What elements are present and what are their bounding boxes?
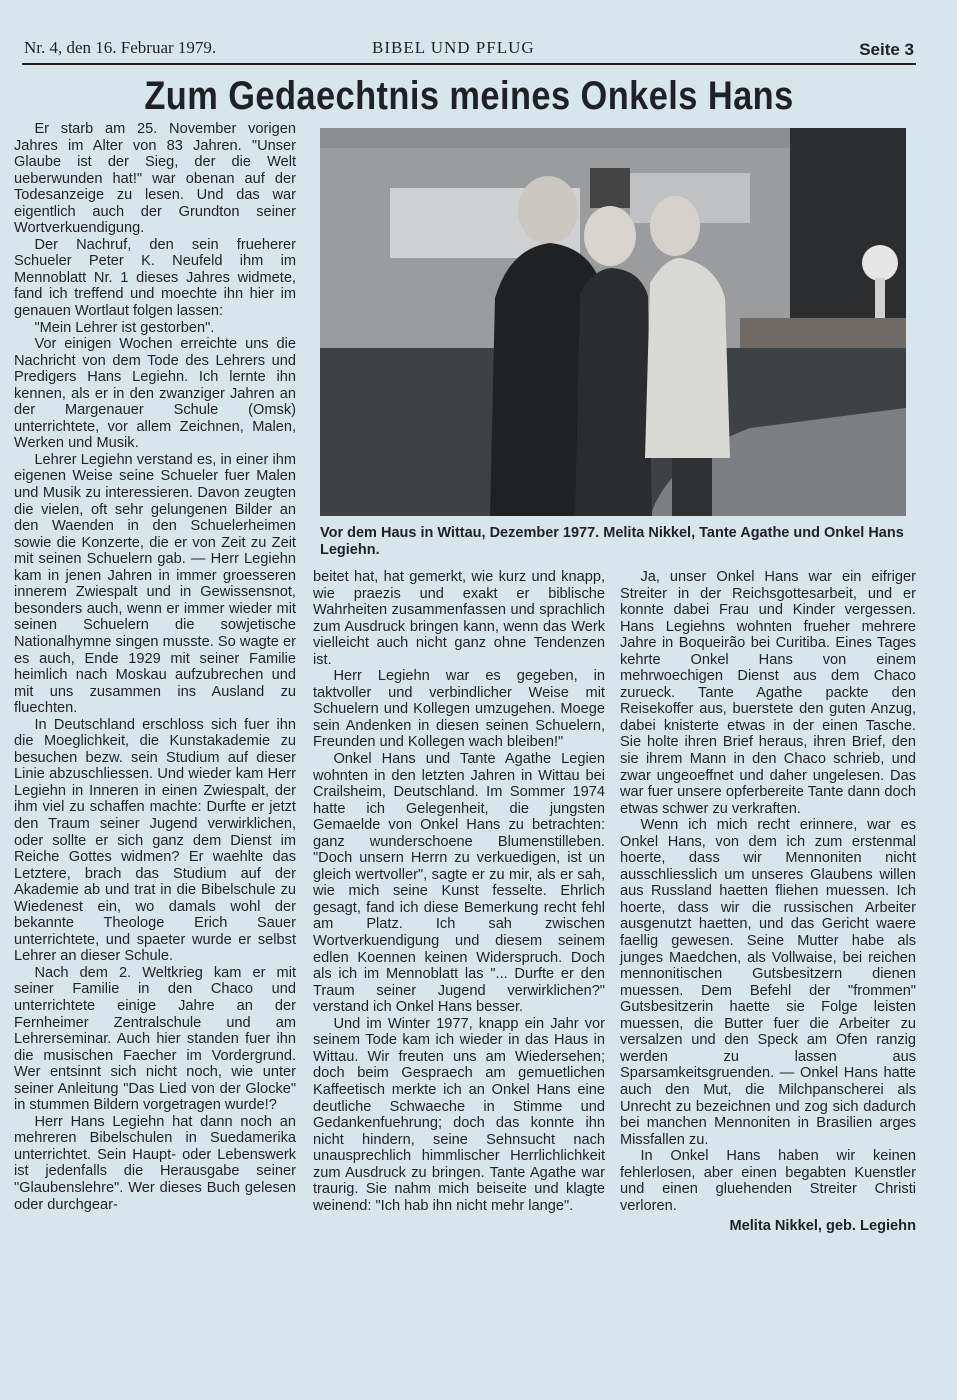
paragraph: Vor einigen Wochen erreichte uns die Nachricht von dem Tode des Lehrers und Predigers Hans Legiehn. Ich lernte ihn kennen, als er in den zwanziger Jahren an der Margenauer Schule (Omsk) unterrichtete, vor allem Zeichnen, Malen, Werken und Musik.: [14, 336, 296, 452]
publication-name: BIBEL UND PFLUG: [372, 38, 535, 57]
page-number: Seite 3: [859, 40, 914, 59]
paragraph: Wenn ich mich recht erinnere, war es Onkel Hans, von dem ich zum erstenmal hoerte, dass wir Mennoniten nicht ausschliesslich um unseres Glaubens willen aus Russland haetten fliehen muessen. Ich hoerte, dass wir die russischen Arbeiter ausgenutzt haetten, und das Gericht waere faellig gewesen. Seine Mutter habe als junges Maedchen, als Vollwaise, bei reichen mennonitischen Gutsbesitzern dienen muessen. Dem Befehl der "frommen" Gutsbesitzerin haette sie Folge leisten muessen, die Butter fuer die Arbeiter zu versalzen und den Speck am Ofen ranzig werden zu lassen aus Sparsamkeitsgruenden. — Onkel Hans hatte auch den Mut, die Milchpanscherei als Unrecht zu bezeichnen und zog sich dadurch bei manchen Mennoniten in Brasilien arges Missfallen zu.: [620, 817, 916, 1148]
article-column-1: [14, 121, 296, 1213]
article-column-3: [620, 569, 916, 1235]
article-column-2: [313, 569, 605, 1214]
header-rule: [22, 63, 916, 65]
paragraph: Herr Hans Legiehn hat dann noch an mehreren Bibelschulen in Suedamerika unterrichtet. Sein Haupt- oder Lebenswerk ist jedenfalls die Herausgabe seiner "Glaubenslehre". Wer dieses Buch gelesen oder durchgear-: [14, 1113, 296, 1213]
paragraph: Lehrer Legiehn verstand es, in einer ihm eigenen Weise seine Schueler fuer Malen und Musik zu interessieren. Davon zeugten die vielen, oft sehr gelungenen Bilder an den Waenden in den Schuelerheimen sowie die Konzerte, die er von Zeit zu Zeit mit seinen Schuelern gab. — Herr Legiehn kam in jenen Jahren in immer groesseren innerem Zwiespalt und in Gewissensnot, besonders auch, wenn er immer wieder mit seinen Schuelern die sowjetische Nationalhymne singen musste. So wagte er es auch, Ende 1929 mit seiner Familie heimlich nach Moskau aufzubrechen und mit uns zusammen ins Ausland zu fluechten.: [14, 451, 296, 717]
page-header: [22, 38, 914, 64]
paragraph: Herr Legiehn war es gegeben, in taktvoller und verbindlicher Weise mit Schuelern und Kollegen umzugehen. Moege sein Andenken in diesen seinen Schuelern, Freunden und Kollegen wach bleiben!": [313, 668, 605, 751]
article-title: Zum Gedaechtnis meines Onkels Hans: [144, 74, 794, 118]
paragraph: Onkel Hans und Tante Agathe Legien wohnten in den letzten Jahren in Wittau bei Crailsheim, Deutschland. Im Sommer 1974 hatte ich Gelegenheit, die jungsten Gemaelde von Onkel Hans zu betrachten: ganz wunderschoene Blumenstilleben. "Doch unsern Herrn zu verkuedigen, ist un gleich wertvoller", sagte er zu mir, als er sah, wie mich seine Kunst fesselte. Ehrlich gesagt, fand ich diese Bemerkung recht fehl am Platz. Ich sah zwischen Wortverkuendigung und diesem seinem edlen Koennen keinen Widerspruch. Doch als ich im Mennoblatt las "... Durfte er den Traum seiner Jugend verwirklichen?" verstand ich Onkel Hans besser.: [313, 751, 605, 1016]
article-photo: [320, 128, 906, 516]
paragraph: Und im Winter 1977, knapp ein Jahr vor seinem Tode kam ich wieder in das Haus in Wittau. Wir freuten uns am Wiedersehen; doch beim Gespraech am gemuetlichen Kaffeetisch merkte ich an Onkel Hans eine deutliche Schwaeche in Stimme und Gedankenfuehrung; doch das konnte ihn nicht hindern, seine Sehnsucht nach unausprechlich himmlischer Herrlichlichkeit zum Ausdruck zu bringen. Tante Agathe war traurig. Sie nahm mich beiseite und klagte weinend: "Ich hab ihn nicht mehr lange".: [313, 1015, 605, 1214]
paragraph: Ja, unser Onkel Hans war ein eifriger Streiter in der Reichsgottesarbeit, und er konnte dabei Frau und Kinder vergessen. Hans Legiehns wohnten frueher mehrere Jahre in Boqueirão bei Curitiba. Eines Tages kehrte Onkel Hans von einem mehrwoechigen Dienst aus dem Chaco zurueck. Tante Agathe packte den Reisekoffer aus, buerstete den guten Anzug, dabei knisterte etwas in der einen Tasche. Sie holte ihren Brief heraus, ihren Brief, den sie ihrem Mann in den Chaco schrieb, und zwar ungeoeffnet und daher ungelesen. Das war fuer unsere opferbereite Tante dann doch etwas schwer zu verkraften.: [620, 569, 916, 817]
paragraph: beitet hat, hat gemerkt, wie kurz und knapp, wie praezis und exakt er biblische Wahrheiten zusammenfassen und sprachlich zum Ausdruck bringen kann, wenn das Werk vielleicht auch nicht ganz ohne Tendenzen ist.: [313, 569, 605, 668]
paragraph: In Onkel Hans haben wir keinen fehlerlosen, aber einen begabten Kuenstler und einen gluehenden Streiter Christi verloren.: [620, 1148, 916, 1214]
paragraph: Der Nachruf, den sein frueherer Schueler Peter K. Neufeld ihm im Mennoblatt Nr. 1 dieses Jahres widmete, fand ich treffend und moechte ihn hier im genauen Wortlaut folgen lassen:: [14, 236, 296, 320]
paragraph: In Deutschland erschloss sich fuer ihn die Moeglichkeit, die Kunstakademie zu besuchen bezw. sein Studium auf dieser Linie abzuschliessen. Und wieder kam Herr Legiehn in Inneren in einen Zwiespalt, der ihm viel zu schaffen machte: Durfte er jetzt den Traum seiner Jugend verwirklichen, oder sollte er sich ganz dem Dienst im Reiche Gottes widmen? Er waehlte das Letztere, brach das Studium auf der Akademie ab und trat in die Bibelschule zu Wiedenest ein, wo damals wohl der bekannte Theologe Erich Sauer unterrichtete, und spaeter wurde er selbst Lehrer an dieser Schule.: [14, 716, 296, 965]
paragraph: "Mein Lehrer ist gestorben".: [34, 319, 215, 336]
paragraph: Er starb am 25. November vorigen Jahres im Alter von 83 Jahren. "Unser Glaube ist der Sieg, der die Welt ueberwunden hat!" war obenan auf der Todesanzeige zu lesen. Und das war eigentlich auch der Grundton seiner Wortverkuendigung.: [14, 121, 296, 237]
issue-date: Nr. 4, den 16. Februar 1979.: [24, 38, 217, 57]
photo-illustration: [320, 128, 906, 516]
author-signature: Melita Nikkel, geb. Legiehn: [729, 1218, 916, 1235]
paragraph: Nach dem 2. Weltkrieg kam er mit seiner Familie in den Chaco und unterrichtete einige Jahre an der Fernheimer Zentralschule und am Lehrerseminar. Auch hier standen fuer ihn die musischen Faecher im Vordergrund. Wer entsinnt sich nicht noch, wie unter seiner Anleitung "Das Lied von der Glocke" in stummen Bildern vorgetragen wurde!?: [14, 964, 296, 1114]
photo-caption: Vor dem Haus in Wittau, Dezember 1977. Melita Nikkel, Tante Agathe und Onkel Hans Legiehn.: [320, 525, 904, 558]
